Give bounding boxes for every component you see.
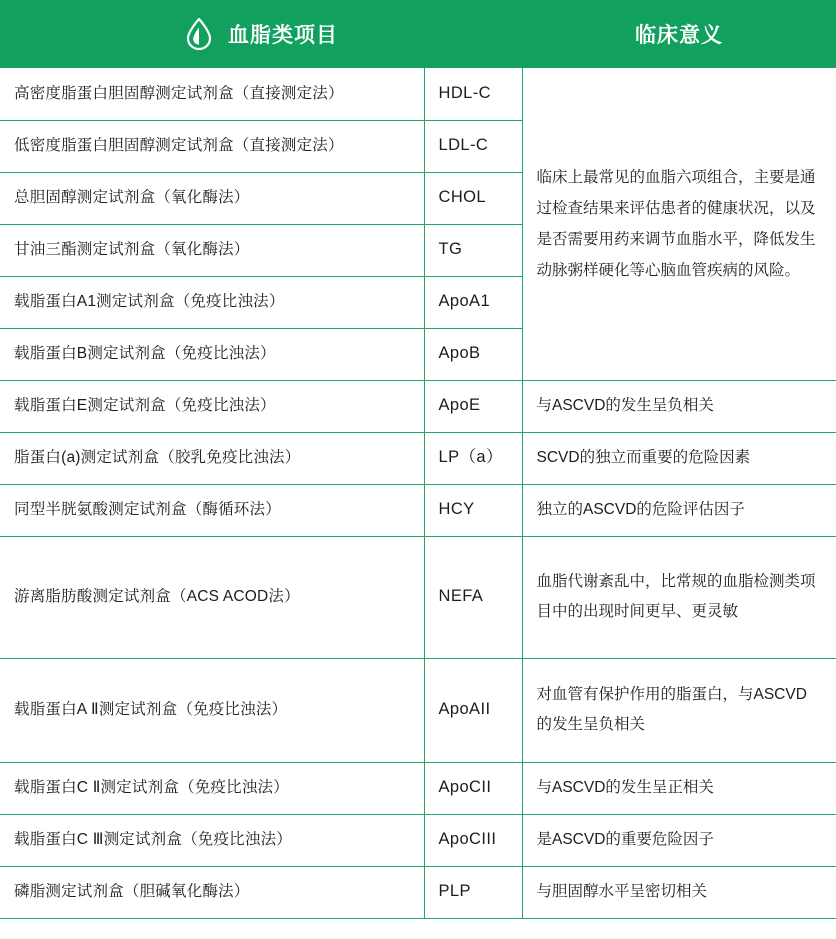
item-name: 载脂蛋白C Ⅱ测定试剂盒（免疫比浊法） — [0, 762, 424, 814]
item-abbr: ApoCII — [424, 762, 522, 814]
header-label-items: 血脂类项目 — [228, 24, 338, 47]
item-abbr: TG — [424, 224, 522, 276]
item-meaning: 与胆固醇水平呈密切相关 — [522, 866, 836, 918]
item-name: 磷脂测定试剂盒（胆碱氧化酶法） — [0, 866, 424, 918]
item-meaning: 血脂代谢紊乱中，比常规的血脂检测类项目中的出现时间更早、更灵敏 — [522, 536, 836, 658]
table-row — [0, 484, 836, 536]
item-name: 高密度脂蛋白胆固醇测定试剂盒（直接测定法） — [0, 68, 424, 120]
item-meaning: 独立的ASCVD的危险评估因子 — [522, 484, 836, 536]
item-abbr: LDL-C — [424, 120, 522, 172]
item-meaning-merged: 临床上最常见的血脂六项组合，主要是通过检查结果来评估患者的健康状况，以及是否需要用药来调节血脂水平，降低发生动脉粥样硬化等心脑血管疾病的风险。 — [522, 68, 836, 380]
table-header — [0, 0, 836, 68]
item-meaning: 与ASCVD的发生呈正相关 — [522, 762, 836, 814]
table-row — [0, 658, 836, 762]
table-row — [0, 380, 836, 432]
item-name: 总胆固醇测定试剂盒（氧化酶法） — [0, 172, 424, 224]
item-abbr: ApoAII — [424, 658, 522, 762]
item-abbr: HDL-C — [424, 68, 522, 120]
item-abbr: HCY — [424, 484, 522, 536]
item-name: 脂蛋白(a)测定试剂盒（胶乳免疫比浊法） — [0, 432, 424, 484]
item-abbr: ApoE — [424, 380, 522, 432]
item-name: 游离脂肪酸测定试剂盒（ACS ACOD法） — [0, 536, 424, 658]
item-abbr: PLP — [424, 866, 522, 918]
item-abbr: LP（a） — [424, 432, 522, 484]
table-row — [0, 432, 836, 484]
item-name: 载脂蛋白A1测定试剂盒（免疫比浊法） — [0, 276, 424, 328]
item-abbr: ApoB — [424, 328, 522, 380]
table-row — [0, 814, 836, 866]
item-name: 载脂蛋白C Ⅲ测定试剂盒（免疫比浊法） — [0, 814, 424, 866]
item-abbr: ApoA1 — [424, 276, 522, 328]
table-row — [0, 536, 836, 658]
table-body — [0, 68, 836, 918]
item-name: 载脂蛋白B测定试剂盒（免疫比浊法） — [0, 328, 424, 380]
item-name: 低密度脂蛋白胆固醇测定试剂盒（直接测定法） — [0, 120, 424, 172]
header-cell-meaning — [522, 0, 836, 68]
item-name: 载脂蛋白A Ⅱ测定试剂盒（免疫比浊法） — [0, 658, 424, 762]
item-meaning: 与ASCVD的发生呈负相关 — [522, 380, 836, 432]
item-abbr: ApoCIII — [424, 814, 522, 866]
table-row — [0, 762, 836, 814]
item-abbr: NEFA — [424, 536, 522, 658]
item-name: 同型半胱氨酸测定试剂盒（酶循环法） — [0, 484, 424, 536]
header-cell-items — [0, 0, 522, 68]
item-name: 载脂蛋白E测定试剂盒（免疫比浊法） — [0, 380, 424, 432]
item-meaning: SCVD的独立而重要的危险因素 — [522, 432, 836, 484]
header-label-meaning: 临床意义 — [635, 24, 723, 47]
table-row — [0, 68, 836, 120]
water-drop-icon — [184, 18, 214, 50]
item-abbr: CHOL — [424, 172, 522, 224]
table-row — [0, 866, 836, 918]
item-name: 甘油三酯测定试剂盒（氧化酶法） — [0, 224, 424, 276]
item-meaning: 是ASCVD的重要危险因子 — [522, 814, 836, 866]
item-meaning: 对血管有保护作用的脂蛋白，与ASCVD的发生呈负相关 — [522, 658, 836, 762]
